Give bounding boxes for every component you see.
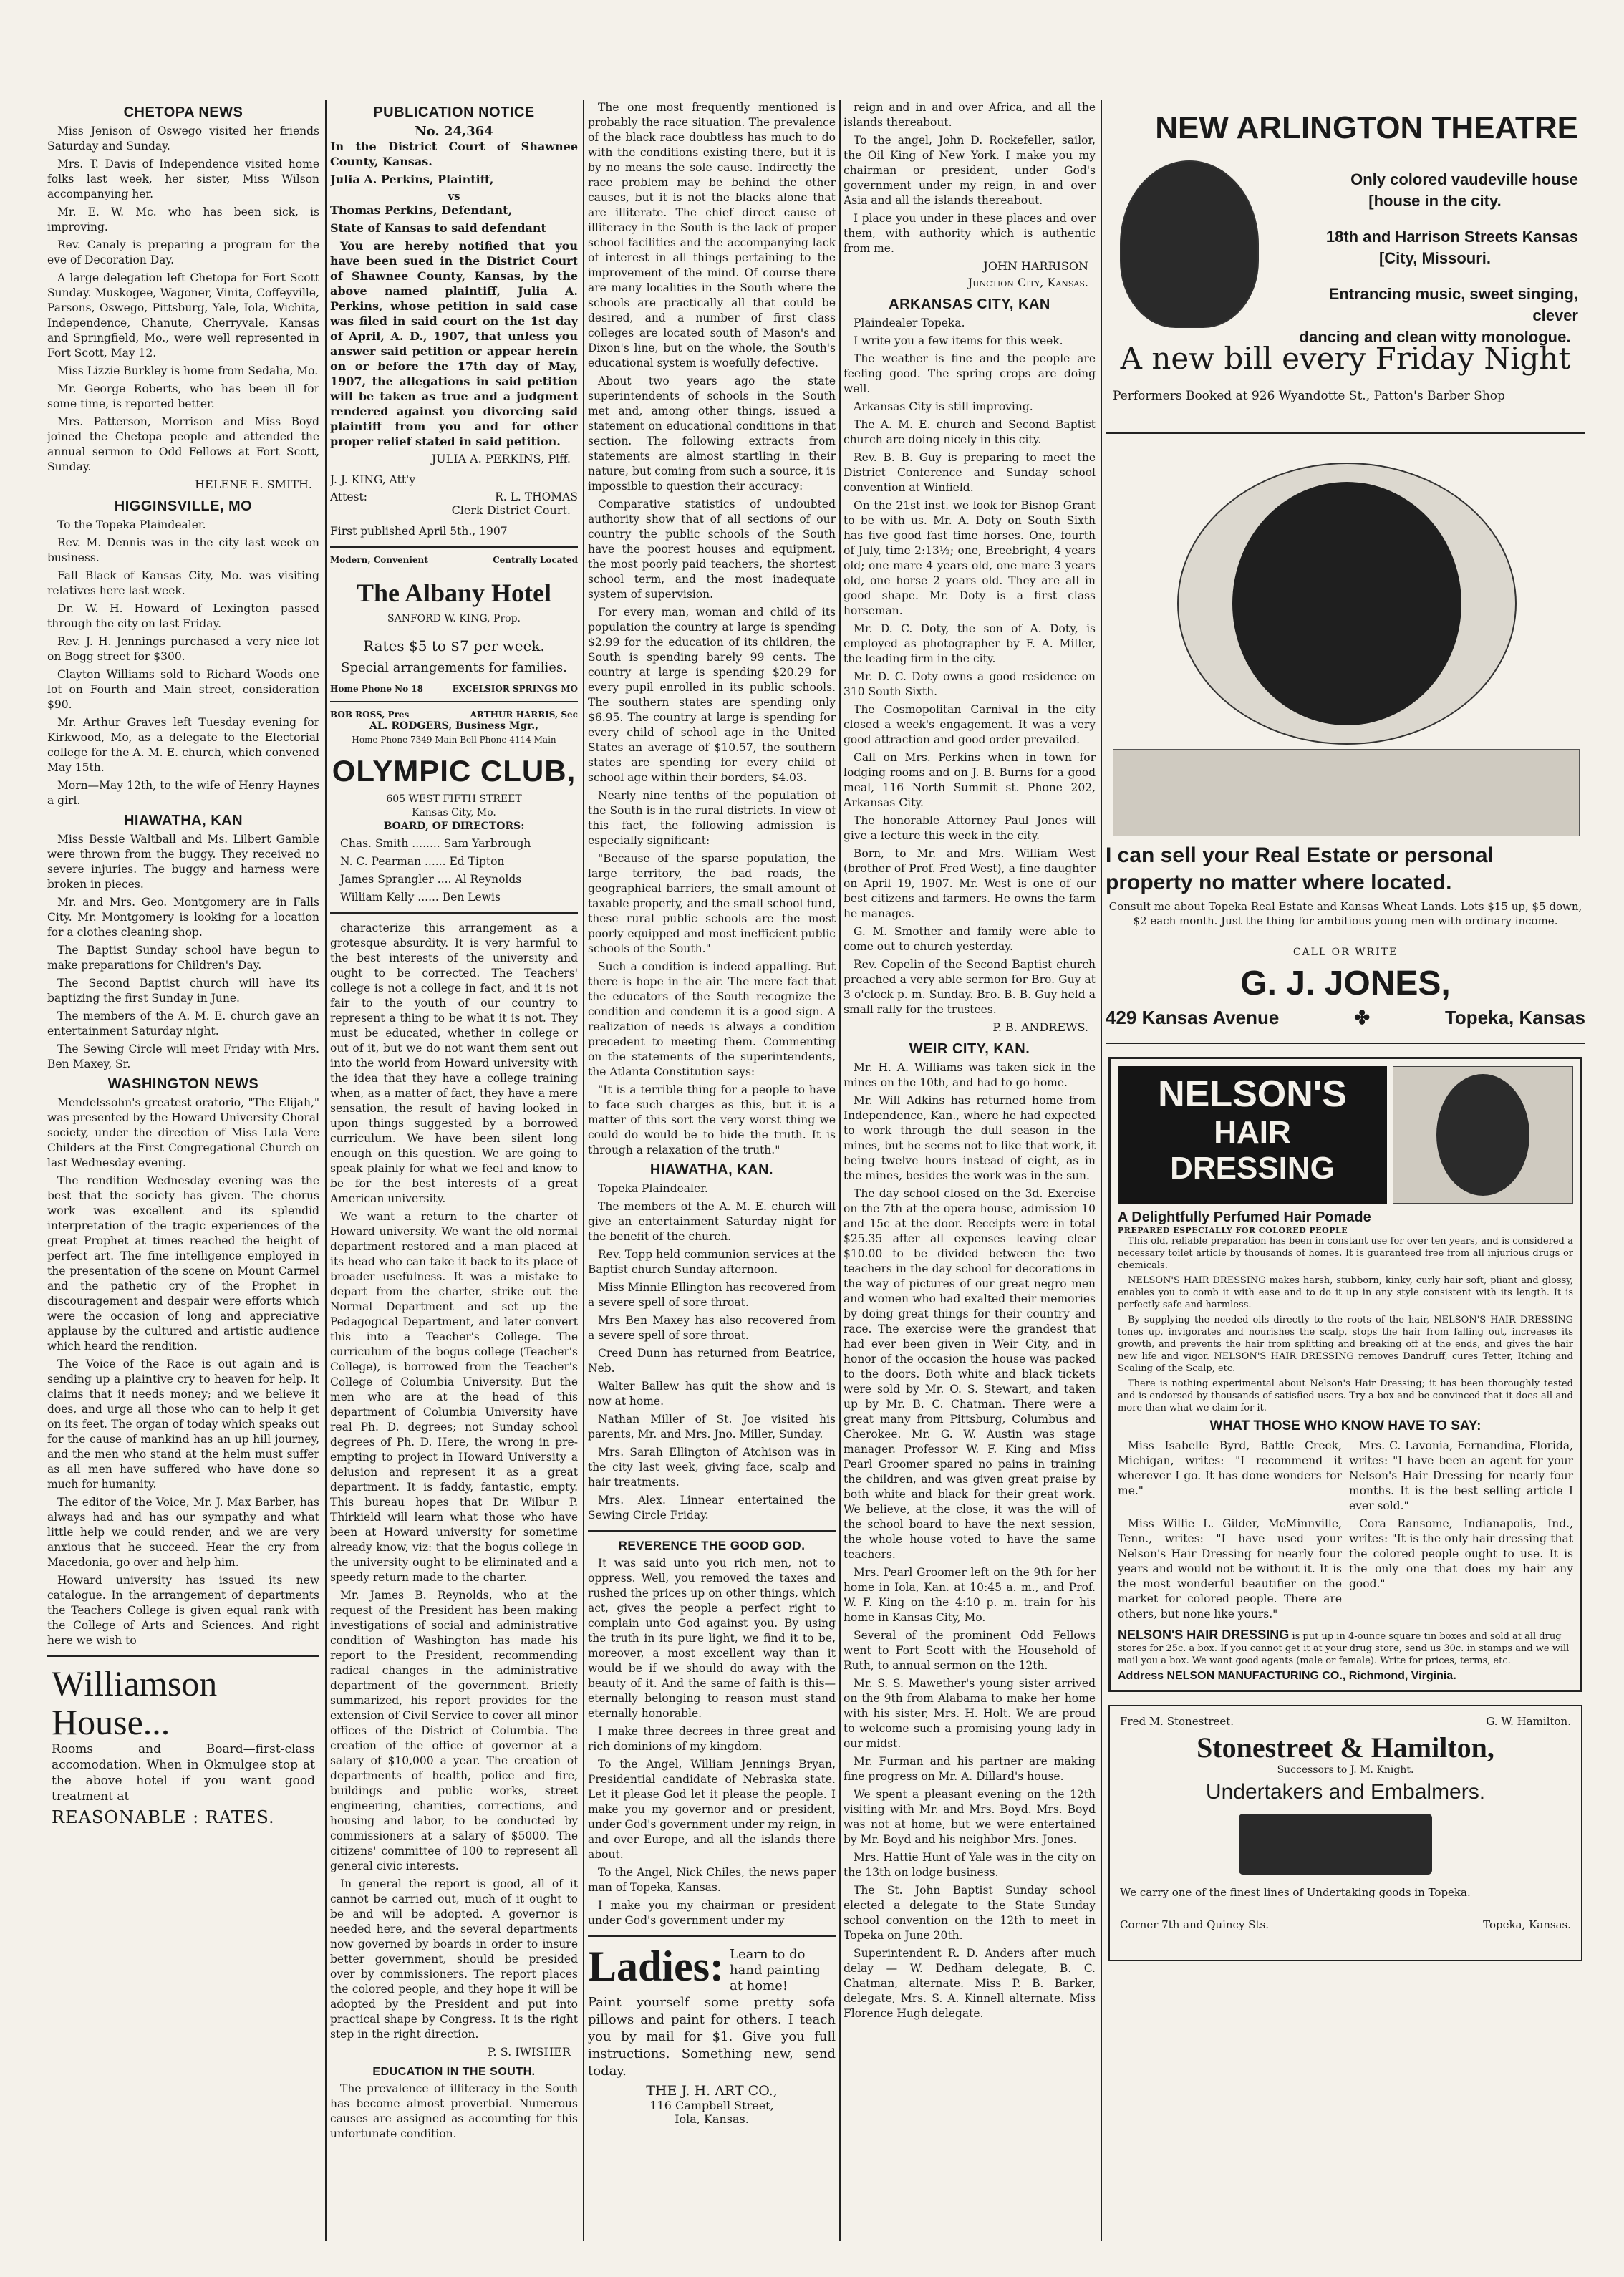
notice-vs: vs <box>448 190 460 203</box>
article-paragraph: Morn—May 12th, to the wife of Henry Haynes a girl. <box>47 779 319 807</box>
education-article <box>588 100 836 1158</box>
article-paragraph: A large delegation left Chetopa for Fort Scott Sunday. Muskogee, Wagoner, Vinita, Coffeyville, Parsons, Oswego, Pittsburg, Yale, Iola, Wichita, Independence, Chanute, Cherryvale, Kansas and Springfield, Mo., were well represented in Fort Scott, May 12. <box>47 271 319 359</box>
article-paragraph: Howard university has issued its new catalogue. In the arrangement of departments the Teachers College is given equal rank with the College of Arts and Sciences. And right here we wish to <box>47 1574 319 1647</box>
article-paragraph: The weather is fine and the people are feeling good. The spring crops are doing well. <box>844 352 1096 395</box>
ad-city: Kansas City, Mo. <box>412 807 496 818</box>
ad-banner <box>1118 1066 1387 1204</box>
section-heading: HIGGINSVILLE, MO <box>114 498 253 514</box>
notice-clerk-title: Clerk District Court. <box>451 503 571 517</box>
hearse-illustration <box>1239 1814 1432 1875</box>
ad-address: Address NELSON MANUFACTURING CO., Richmond, Virginia. <box>1118 1670 1456 1682</box>
article-paragraph: Mendelssohn's greatest oratorio, "The Elijah," was presented by the Howard University Choral society, under the direction of Miss Lula Vere Childers at the First Congregational Church on last Wednesday evening. <box>47 1096 319 1169</box>
ad-company: THE J. H. ART CO., <box>646 2083 778 2099</box>
ad-title: Ladies: <box>588 1943 725 1990</box>
article-paragraph: Plaindealer Topeka. <box>854 316 965 329</box>
ad-title: OLYMPIC CLUB, <box>332 754 576 788</box>
ad-body: Rooms and Board—first-class accomodation. When in Okmulgee stop at the above hotel if you want good treatment at <box>52 1742 315 1804</box>
article-paragraph: Miss Minnie Ellington has recovered from a severe spell of sore throat. <box>588 1281 836 1309</box>
divider <box>330 912 578 914</box>
column-rule <box>583 100 584 2241</box>
article-paragraph: Topeka Plaindealer. <box>598 1182 708 1195</box>
article-paragraph: In general the report is good, all of it cannot be carried out, much of it ought to be and will be adopted. A governor is needed here, and the several departments now governed by boards in order to insure better government, should be presided over by commissioners. The report places the colored people, and they hope it will be adopted by the President and put into practical shape by Congress. It is the right step in the right direction. <box>330 1877 578 2041</box>
ad-address: 605 WEST FIFTH STREET <box>386 793 522 805</box>
portrait-photo <box>1232 482 1461 725</box>
ad-body: Consult me about Topeka Real Estate and Kansas Wheat Lands. Lots $15 up, $5 down, $2 each month. Just the thing for ambitious young men with ordinary income. <box>1108 900 1582 927</box>
woman-portrait-illustration <box>1393 1066 1573 1204</box>
article-paragraph: To the angel, John D. Rockefeller, sailor, the Oil King of New York. I make you my chairman or president, under God's government under my reign, in and over Asia and all the islands thereabout. <box>844 134 1096 207</box>
notice-plaintiff: Julia A. Perkins, Plaintiff, <box>330 173 494 186</box>
article-paragraph: The day school closed on the 3d. Exercise on the 7th at the opera house, admission 10 and 15c at the door. Receipts were in total $25.35 after all expenses leaving clear $10.00 to be divided between the two teachers in the day school for decorations in the way of pictures of our great negro men and women who had exalted their memories by doing great things for their country and race. The exercise were the grandest that had ever been given in Weir City, and in honor of the occasion the house was packed to the doors. Both white and black tickets were sold by Mr. O. S. Stewart, and taken up by Mr. B. C. Chatman. There were a great many from Pittsburg, Columbus and Cherokee. Mr. G. W. Austin was stage manager. Professor W. F. King and Miss Pearl Groomer spared no pains in training the children, and was given great praise by both white and black for their great work. We believe, at the close, it was the will of the school board to have the next session, the whole house voted to have the same teachers. <box>844 1187 1096 1561</box>
ad-paragraph: This old, reliable preparation has been in constant use for over ten years, and is considered a necessary toilet article by thousands of homes. It is guaranteed free from all injurious drugs or chemicals. <box>1118 1236 1573 1271</box>
notice-published: First published April 5th., 1907 <box>330 525 508 538</box>
article-paragraph: Rev. Topp held communion services at the Baptist church Sunday afternoon. <box>588 1248 836 1276</box>
street-scene-illustration <box>1113 749 1580 836</box>
article-paragraph: I write you a few items for this week. <box>854 334 1063 347</box>
ad-president: BOB ROSS, Pres <box>330 710 410 720</box>
divider <box>330 546 578 548</box>
ad-side-text: Learn to do hand painting at home! <box>730 1947 821 1993</box>
hiawatha-section <box>47 813 319 1072</box>
director-entry: James Sprangler .... Al Reynolds <box>340 873 522 886</box>
article-paragraph: The members of the A. M. E. church will give an entertainment Saturday night for the benefit of the church. <box>588 1200 836 1243</box>
ad-location: EXCELSIOR SPRINGS MO <box>452 684 578 694</box>
ad-manager: AL. RODGERS, Business Mgr., <box>369 720 539 732</box>
ad-title: House... <box>52 1702 170 1742</box>
article-paragraph: The honorable Attorney Paul Jones will give a lecture this week in the city. <box>844 814 1096 842</box>
albany-hotel-ad <box>330 555 578 694</box>
ad-paragraph: NELSON'S HAIR DRESSING makes harsh, stubborn, kinky, curly hair soft, pliant and glossy, enables you to comb it with ease and to do it up in any style consistent with its length. It is perfectly safe and harmless. <box>1118 1275 1573 1310</box>
notice-number: No. 24,364 <box>415 124 493 139</box>
article-paragraph: Mrs. Patterson, Morrison and Miss Boyd joined the Chetopa people and attended the annual sermon to Odd Fellows at Fort Scott, Sunday. <box>47 415 319 473</box>
article-paragraph: Nathan Miller of St. Joe visited his parents, Mr. and Mrs. Jno. Miller, Sunday. <box>588 1413 836 1441</box>
article-paragraph: reign and in and over Africa, and all the islands thereabout. <box>844 101 1096 129</box>
article-paragraph: The Cosmopolitan Carnival in the city closed a week's engagement. It was a very good attraction and good order prevailed. <box>844 703 1096 746</box>
notice-defendant: Thomas Perkins, Defendant, <box>330 203 513 217</box>
director-entry: William Kelly ...... Ben Lewis <box>340 891 501 904</box>
article-paragraph: Miss Jenison of Oswego visited her friends Saturday and Sunday. <box>47 125 319 153</box>
ad-title: Williamson <box>52 1663 218 1703</box>
article-paragraph: characterize this arrangement as a grotesque absurdity. It is very harmful to the best interests of the university and ought to be corrected. The Teachers' college is not a college in fact, and it is not fair to the youth of our country to represent a thing to be what it is not. They must be educated, whether in college or out of it, but we do not want them sent out into the world from Howard university with the idea that they have a college training when, as a matter of fact, they have a mere sensation, the result of having looked in upon things suggested by a borrowed curriculum. We have been silent long enough on this question. We are going to speak plainly for what we feel and know to be for the best interests of a great American university. <box>330 922 578 1205</box>
article-paragraph: The Second Baptist church will have its baptizing the first Sunday in June. <box>47 977 319 1005</box>
ladies-art-ad <box>588 1944 836 2126</box>
article-paragraph: Several of the prominent Odd Fellows went to Fort Scott with the Household of Ruth, to annual sermon on the 12th. <box>844 1629 1096 1672</box>
ad-address: 116 Campbell Street, <box>649 2099 774 2112</box>
ad-body: We carry one of the finest lines of Undertaking goods in Topeka. <box>1120 1886 1471 1899</box>
article-paragraph: To the Topeka Plaindealer. <box>57 518 206 531</box>
article-paragraph: On the 21st inst. we look for Bishop Grant to be with us. Mr. A. Doty on South Sixth has five good fast time horses. One, fourth of July, time 2:13½; one, Breebright, 4 years old; one mare 4 years old, one mare 3 years old, one horse 2 years old. They are all in good shape. Mr. Doty is a first class horseman. <box>844 499 1096 617</box>
article-paragraph: Mr. D. C. Doty, the son of A. Doty, is employed as photographer by F. A. Miller, the leading firm in the city. <box>844 622 1096 665</box>
signature: JOHN HARRISON <box>983 259 1088 273</box>
ad-title: NEW ARLINGTON THEATRE <box>1155 110 1578 145</box>
article-paragraph: For every man, woman and child of its population the country at large is spending $2.99 for the education of its children, the South is spending barely 99 cents. The country at large is spending $20.29 for every pupil enrolled in its public schools. The southern states are spending only $6.95. The country at large is spending for every child of school age in the United States an average of $10.57, the southern states are spending for every child of school age within their borders, $4.03. <box>588 606 836 784</box>
column-2 <box>330 100 578 2241</box>
notice-signature: JULIA A. PERKINS, Plff. <box>431 452 571 465</box>
article-paragraph: We spent a pleasant evening on the 12th visiting with Mr. and Mrs. Boyd. Mrs. Boyd was not at home, but we were entertained by Mr. Boyd and his neighbor Mrs. Jones. <box>844 1788 1096 1846</box>
column-5 <box>1106 100 1585 2241</box>
notice-clerk: R. L. THOMAS <box>495 490 578 503</box>
arkansas-city-section <box>844 296 1096 1034</box>
ad-special: Special arrangements for families. <box>341 660 567 675</box>
ad-body: Paint yourself some pretty sofa pillows and paint for others. I teach you by mail for $1. Give you full instructions. Something new, send today. <box>588 1995 836 2079</box>
article-paragraph: I make you my chairman or president under God's government under my <box>588 1899 836 1927</box>
divider <box>47 1655 319 1657</box>
ad-board-heading: BOARD, OF DIRECTORS: <box>383 821 525 832</box>
signature: P. B. ANDREWS. <box>992 1020 1088 1034</box>
ad-line: Entrancing music, sweet singing, clever <box>1328 285 1578 324</box>
section-heading: HIAWATHA, KAN. <box>649 1162 774 1178</box>
ad-city: Topeka, Kansas. <box>1483 1918 1571 1931</box>
notice-court: In the District Court of Shawnee County, Kansas. <box>330 140 578 168</box>
divider <box>588 1530 836 1532</box>
article-paragraph: The A. M. E. church and Second Baptist church are doing nicely in this city. <box>844 418 1096 446</box>
article-paragraph: I place you under in these places and over them, with authority which is authentic from me. <box>844 212 1096 255</box>
article-paragraph: The Sewing Circle will meet Friday with Mrs. Ben Maxey, Sr. <box>47 1043 319 1070</box>
section-heading: ARKANSAS CITY, KAN <box>889 296 1050 312</box>
article-paragraph: Mrs. Pearl Groomer left on the 9th for her home in Iola, Kan. at 10:45 a. m., and Prof. W. F. King on the 4:10 p. m. train for his home in Kansas City, Mo. <box>844 1566 1096 1624</box>
ad-title: Stonestreet & Hamilton, <box>1197 1731 1494 1764</box>
article-paragraph: Mr. James B. Reynolds, who at the request of the President has been making investigations of social and administrative condition of Washington has made his report to the President, recommending radical changes in the administrative department of the government. Briefly summarized, his report provides for the extension of Civil Service to cover all minor offices of the District of Columbia. The creation of the office of governor at a salary of $10,000 a year. The creation of departments of health, police and fire, buildings and public works, street engineering, charities, corrections, and housing and labor, to be conducted by commissioners at a salary of $5000. The citizens' committee of 100 to represent all general civic interests. <box>330 1589 578 1872</box>
banner-text: HAIR <box>1214 1115 1291 1150</box>
column-rule <box>325 100 327 2241</box>
ad-line: [house in the city. <box>1368 192 1502 210</box>
undertakers-ad <box>1108 1705 1582 1961</box>
article-paragraph: Arkansas City is still improving. <box>854 400 1033 413</box>
section-heading: WEIR CITY, KAN. <box>909 1041 1030 1057</box>
article-paragraph: The one most frequently mentioned is probably the race situation. The prevalence of the black race doubtless has much to do with the conditions existing there, but it is by no means the sole cause. Indirectly the race problem may be behind the other causes, but it is not the blacks alone that are illiterate. The chief direct cause of illiteracy in the South is the lack of proper school facilities and the accompanying lack of interest in all things pertaining to the improvement of the mind. Of course there are many localities in the South where the schools are practically all that could be desired, and a number of first class colleges are located south of Mason's and Dixon's line, but on the whole, the South's educational system is woefully defective. <box>588 101 836 369</box>
column-1 <box>47 100 319 2241</box>
director-entry: N. C. Pearman ...... Ed Tipton <box>340 855 505 868</box>
ad-phone: Home Phone No 18 <box>330 684 423 694</box>
column-3 <box>588 100 836 2241</box>
article-paragraph: Rev. B. B. Guy is preparing to meet the District Conference and Sunday school convention at Winfield. <box>844 451 1096 494</box>
ad-tag: Centrally Located <box>493 555 578 565</box>
ad-subtitle: Undertakers and Embalmers. <box>1205 1780 1486 1804</box>
ad-footer: Performers Booked at 926 Wyandotte St., Patton's Barber Shop <box>1113 389 1505 403</box>
column-rule <box>1101 100 1102 2241</box>
article-paragraph: Mr. H. A. Williams was taken sick in the mines on the 10th, and had to go home. <box>844 1061 1096 1089</box>
chetopa-news-section <box>47 105 319 491</box>
ad-phones: Home Phone 7349 Main Bell Phone 4114 Main <box>352 735 556 745</box>
article-paragraph: Superintendent R. D. Anders after much delay — W. Dedham delegate, B. C. Chatman, alternate. Miss P. B. Barker, delegate, Mrs. S. A. Kinnell alternate. Miss Florence Hugh delegate. <box>844 1947 1096 2020</box>
olympic-club-ad <box>330 710 578 905</box>
article-paragraph: Fall Black of Kansas City, Mo. was visiting relatives here last week. <box>47 569 319 597</box>
ad-offer: is put up in 4-ounce square tin boxes and sold at all drug stores for 25c. a box. If you cannot get it at your drug store, send us 30c. in stamps and we will mail you a box. We want good agents (male or female). Write for prices, terms, etc. <box>1118 1631 1570 1666</box>
article-paragraph: Miss Lizzie Burkley is home from Sedalia, Mo. <box>57 364 319 377</box>
ad-paragraph: There is nothing experimental about Nelson's Hair Dressing; it has been thoroughly tested and is endorsed by thousands of satisfied users. Try a box and be convinced that it does all and more than what we claim for it. <box>1118 1378 1573 1413</box>
article-paragraph: Rev. M. Dennis was in the city last week on business. <box>47 536 319 564</box>
article-paragraph: Mr. Will Adkins has returned home from Independence, Kan., where he had expected to work through the dull season in the mines, but he seems not to like that work, it being twelve hours instead of eight, as in the mines, besides the work was in the sun. <box>844 1094 1096 1182</box>
article-paragraph: Comparative statistics of undoubted authority show that of all sections of our country the public schools of the South have the poorest houses and equipment, the most poorly paid teachers, the shortest school term, and the most inadequate system of supervision. <box>588 498 836 601</box>
article-paragraph: Born, to Mr. and Mrs. William West (brother of Prof. Fred West), a fine daughter on April 19, 1907. Mr. West is one of our best citizens and farmers. He owns the farm he manages. <box>844 847 1096 920</box>
ad-separator: ✤ <box>1354 1007 1371 1028</box>
director-entry: Chas. Smith ........ Sam Yarbrough <box>340 837 531 850</box>
notice-heading: PUBLICATION NOTICE <box>373 105 535 120</box>
article-paragraph: Rev. J. H. Jennings purchased a very nice lot on Bogg street for $300. <box>47 635 319 663</box>
article-paragraph: Walter Ballew has quit the show and is now at home. <box>588 1380 836 1408</box>
article-paragraph: Clayton Williams sold to Richard Woods one lot on Fourth and Main street, consideration $90. <box>47 668 319 711</box>
article-paragraph: Call on Mrs. Perkins when in town for lodging rooms and on J. B. Burns for a good meal, 116 North Summit st. Phone 202, Arkansas City. <box>844 751 1096 809</box>
divider <box>330 701 578 702</box>
editorial-section <box>330 921 578 2142</box>
newspaper-page <box>47 100 1587 2241</box>
testimonial: Cora Ransome, Indianapolis, Ind., writes: "It is the only hair dressing that the colored people ought to use. It is the only one that does my hair any good." <box>1349 1517 1573 1590</box>
article-paragraph: Mrs. Sarah Ellington of Atchison was in the city last week, giving face, scalp and hair treatments. <box>588 1446 836 1489</box>
article-paragraph: The Baptist Sunday school have begun to make preparations for Children's Day. <box>47 944 319 972</box>
article-paragraph: The members of the A. M. E. church gave an entertainment Saturday night. <box>47 1010 319 1038</box>
notice-attest: Attest: <box>330 490 367 503</box>
column-4 <box>844 100 1096 2241</box>
ad-city: Topeka, Kansas <box>1444 1007 1585 1028</box>
article-paragraph: The editor of the Voice, Mr. J. Max Barber, has always had and has our sympathy and what little help we could render, and we are very anxious that he succeed. Hear the cry from Macedonia, go over and help him. <box>47 1496 319 1569</box>
article-paragraph: Such a condition is indeed appalling. But there is hope in the air. The mere fact that the educators of the South recognize the condition and condemn it is a good sign. A realization of needs is always a condition precedent to meeting them. Commenting on the statements of the superintendents, the Atlanta Constitution says: <box>588 960 836 1078</box>
ad-headline: A new bill every Friday Night <box>1120 341 1571 376</box>
article-paragraph: We want a return to the charter of Howard university. We want the old normal department restored and a man placed at its head who can take it back to its place of broader usefulness. It was a mistake to depart from the charter, strike out the Normal Department and set up the Pedagogical Department, and later convert this into a Teacher's College. The curriculum of the bogus college (Teacher's College), is borrowed from the Teacher's College of Columbia University. But the men who are at the head of this department of Columbia University have real Ph. D. degrees; not Sunday school degrees of Ph. D. Here, the wrong in pre-empting to project in Howard University a delusion and represent it as a great department. It is faddy, fantastic, empty. This bureau hopes that Dr. Wilbur P. Thirkield will learn what those who have been at Howard university for sometime already know, viz: that the bogus college in the university ought to be eliminated and a speedy return made to the charter. <box>330 1210 578 1584</box>
article-paragraph: Mr. Furman and his partner are making fine progress on Mr. A. Dillard's house. <box>844 1755 1096 1783</box>
partner-name: Fred M. Stonestreet. <box>1120 1715 1234 1728</box>
notice-state: State of Kansas to said defendant <box>330 221 546 235</box>
article-paragraph: Mr. S. S. Mawether's young sister arrived on the 9th from Alabama to make her home with his sister, Mrs. H. Holt. We are proud to welcome such a promising young lady in our midst. <box>844 1677 1096 1750</box>
section-heading: WASHINGTON NEWS <box>107 1076 259 1092</box>
ad-subtag: PREPARED ESPECIALLY FOR COLORED PEOPLE <box>1118 1226 1348 1235</box>
article-paragraph: Mr. George Roberts, who has been ill for some time, is reported better. <box>47 382 319 410</box>
article-paragraph: Mr. E. W. Mc. who has been sick, is improving. <box>47 206 319 233</box>
article-paragraph: Dr. W. H. Howard of Lexington passed through the city on last Friday. <box>47 602 319 630</box>
williamson-house-ad <box>47 1664 319 1827</box>
article-paragraph: Mrs. Hattie Hunt of Yale was in the city on the 13th on lodge business. <box>844 1851 1096 1879</box>
theatre-ad <box>1106 110 1585 434</box>
notice-body: You are hereby notified that you have been sued in the District Court of Shawnee County, Kansas, by the above named plaintiff, Julia A. Perkins, whose petition in said case was filed in said court on the 1st day of April, A. D., 1907, that unless you answer said petition or appear herein on or before the 17th day of May, 1907, the allegations in said petition will be taken as true and a judgment rendered against you divorcing said plaintiff from you and for other proper relief stated in said petition. <box>330 239 578 448</box>
ad-brand: NELSON'S HAIR DRESSING <box>1118 1628 1290 1642</box>
article-paragraph: Nearly nine tenths of the population of the South is in the rural districts. In view of this fact, the following admission is especially significant: <box>588 789 836 847</box>
article-paragraph: Mr. D. C. Doty owns a good residence on 310 South Sixth. <box>844 670 1096 698</box>
higginsville-section <box>47 498 319 808</box>
testimonials-heading: WHAT THOSE WHO KNOW HAVE TO SAY: <box>1209 1418 1482 1434</box>
article-paragraph: The Voice of the Race is out again and is sending up a plaintive cry to heaven for help. It claims that it needs money; and we believe it does, and urge all those who can to help it get on its feet. The organ of today which speaks out for the cause of mankind has an up hill journey, and the men who stand at the helm must suffer as all men have suffered who have done so much for humanity. <box>47 1358 319 1491</box>
article-paragraph: G. M. Smother and family were able to come out to church yesterday. <box>844 925 1096 953</box>
ad-line: Only colored vaudeville house <box>1350 170 1578 188</box>
section-heading: HIAWATHA, KAN <box>123 813 243 828</box>
ad-address: Corner 7th and Quincy Sts. <box>1120 1918 1269 1931</box>
article-paragraph: I make three decrees in three great and rich dominions of my kingdom. <box>588 1725 836 1753</box>
real-estate-ad <box>1106 434 1585 1044</box>
article-paragraph: Mr. and Mrs. Geo. Montgomery are in Falls City. Mr. Montgomery is looking for a location for a clothes cleaning shop. <box>47 896 319 939</box>
article-paragraph: The St. John Baptist Sunday school elected a delegate to the State Sunday school convention on the 12th to meet in Topeka on June 20th. <box>844 1884 1096 1942</box>
article-paragraph: Mrs. T. Davis of Independence visited home folks last week, her sister, Miss Wilson accompanying her. <box>47 158 319 200</box>
divider <box>588 1935 836 1937</box>
notice-attorney: J. J. KING, Att'y <box>330 473 416 486</box>
ad-secretary: ARTHUR HARRIS, Sec <box>470 710 578 720</box>
article-paragraph: To the Angel, Nick Chiles, the news paper man of Topeka, Kansas. <box>588 1866 836 1894</box>
ad-line: [City, Missouri. <box>1378 249 1492 267</box>
testimonial: Miss Isabelle Byrd, Battle Creek, Michigan, writes: "I recommend it wherever I go. It has done wonders for me." <box>1118 1439 1342 1497</box>
column-rule <box>839 100 841 2241</box>
banner-text: NELSON'S <box>1158 1073 1347 1115</box>
performer-illustration <box>1120 160 1259 328</box>
section-heading: EDUCATION IN THE SOUTH. <box>372 2066 536 2078</box>
signature-location: Junction City, Kansas. <box>967 276 1088 289</box>
article-paragraph: "Because of the sparse population, the large territory, the bad roads, the geographical barriers, the small amount of taxable property, and the small school fund, these rural public schools are the most poorly equipped and most inefficient public schools of the South." <box>588 852 836 955</box>
article-paragraph: Mrs. Alex. Linnear entertained the Sewing Circle Friday. <box>588 1494 836 1522</box>
section-heading: CHETOPA NEWS <box>123 105 243 120</box>
ad-tagline: A Delightfully Perfumed Hair Pomade <box>1118 1209 1371 1225</box>
testimonial: Miss Willie L. Gilder, McMinnville, Tenn., writes: "I have used your Nelson's Hair Dressing for nearly four years and would not be without it. It is the most wonderful beautifier on the market for colored people. There are others, but none like yours." <box>1118 1517 1342 1620</box>
banner-text: DRESSING <box>1170 1151 1335 1186</box>
ad-call: CALL OR WRITE <box>1292 947 1398 958</box>
ad-rates: Rates $5 to $7 per week. <box>363 637 545 654</box>
ad-footer: REASONABLE : RATES. <box>52 1807 275 1827</box>
article-paragraph: The prevalence of illiteracy in the South has become almost proverbial. Numerous causes are assigned as accounting for this unfortunate condition. <box>330 2082 578 2140</box>
ad-line: dancing and clean witty monologue. <box>1299 328 1571 346</box>
article-paragraph: "It is a terrible thing for a people to have to face such charges as this, but it is a matter of this sort the very worst thing we could do would be to hide the truth. It is through a relaxation of the truth." <box>588 1083 836 1156</box>
ad-line: 18th and Harrison Streets Kansas <box>1325 228 1578 246</box>
ad-headline: I can sell your Real Estate or personal <box>1106 843 1494 867</box>
portrait-frame <box>1177 463 1517 745</box>
article-paragraph: Mr. Arthur Graves left Tuesday evening for Kirkwood, Mo, as a delegate to the Electorial college for the A. M. E. church, which convened May 15th. <box>47 716 319 774</box>
article-paragraph: To the Angel, William Jennings Bryan, Presidential candidate of Nebraska state. Let it please God let it please the people. I make you my governor and or president, under God's government under my reign, in and over Europe, and all the islands there about. <box>588 1758 836 1861</box>
ad-successors: Successors to J. M. Knight. <box>1277 1764 1414 1776</box>
signature: HELENE E. SMITH. <box>195 478 312 491</box>
hiawatha-section <box>588 1162 836 1523</box>
article-paragraph: Creed Dunn has returned from Beatrice, Neb. <box>588 1347 836 1375</box>
article-paragraph: Rev. Canaly is preparing a program for the eve of Decoration Day. <box>47 238 319 266</box>
article-paragraph: Rev. Copelin of the Second Baptist church preached a very able sermon for Bro. Guy at 3 o'clock p. m. Sunday. Bro. B. B. Guy held a small rally for the trustees. <box>844 958 1096 1016</box>
article-paragraph: The rendition Wednesday evening was the best that the society has given. The chorus work was excellent and its splendid interpretation of the tragic experiences of the great Prophet at times reached the height of perfect art. The fine intelligence employed in the presentation of the scene on Mount Carmel and the pathetic cry of the Prophet in discouragement and despair were efforts which were the occasion of long and appreciative applause by the cultured and artistic audience which heard the rendition. <box>47 1174 319 1353</box>
article-paragraph: Miss Bessie Waltball and Ms. Lilbert Gamble were thrown from the buggy. They received no severe injuries. The buggy and harness were broken in pieces. <box>47 833 319 891</box>
signature: P. S. IWISHER <box>488 2045 571 2059</box>
decrees-continuation <box>844 100 1096 289</box>
ad-title: The Albany Hotel <box>356 579 552 607</box>
nelsons-hair-dressing-ad <box>1108 1057 1582 1692</box>
washington-news-section <box>47 1076 319 1648</box>
reverence-section <box>588 1539 836 1928</box>
publication-notice <box>330 105 578 539</box>
ad-city: Iola, Kansas. <box>675 2112 749 2126</box>
ad-headline: property no matter where located. <box>1106 871 1452 894</box>
article-paragraph: Mrs Ben Maxey has also recovered from a severe spell of sore throat. <box>588 1314 836 1342</box>
weir-city-section <box>844 1041 1096 2021</box>
article-paragraph: About two years ago the state superintendents of schools in the South met and, among other things, issued a statement on educational conditions in that section. The following extracts from statements are almost startling in their nature, but coming from such a source, it is impossible to question their accuracy: <box>588 374 836 493</box>
partner-name: G. W. Hamilton. <box>1486 1715 1571 1728</box>
ad-paragraph: By supplying the needed oils directly to the roots of the hair, NELSON'S HAIR DRESSING tones up, invigorates and nourishes the scalp, stops the hair from falling out, increases its growth, and prevents the hair from splitting and breaking off at the ends, and gives the hair new life and vigor. NELSON'S HAIR DRESSING removes Dandruff, cures Tetter, Itching and Scaling of the Scalp, etc. <box>1118 1315 1573 1374</box>
section-heading: REVERENCE THE GOOD GOD. <box>618 1539 806 1552</box>
ad-tag: Modern, Convenient <box>330 555 428 565</box>
ad-proprietor: SANFORD W. KING, Prop. <box>387 613 521 624</box>
ad-address: 429 Kansas Avenue <box>1106 1007 1280 1028</box>
ad-name: G. J. JONES, <box>1240 965 1451 1002</box>
article-paragraph: It was said unto you rich men, not to oppress. Well, you removed the taxes and rushed the prices up on other things, which act, gives the people a perfect right to complain unto God against you. By using the truth in its pure light, we find it to be, moreover, a most excellent way than it would be if we should do away with the beauty of it. And the same of faith is this—eternally belonging to reason must stand eternally honorable. <box>588 1557 836 1720</box>
testimonial: Mrs. C. Lavonia, Fernandina, Florida, writes: "I have been an agent for your Nelson's Hair Dressing for nearly four months. It is the best selling article I ever sold." <box>1349 1439 1573 1512</box>
